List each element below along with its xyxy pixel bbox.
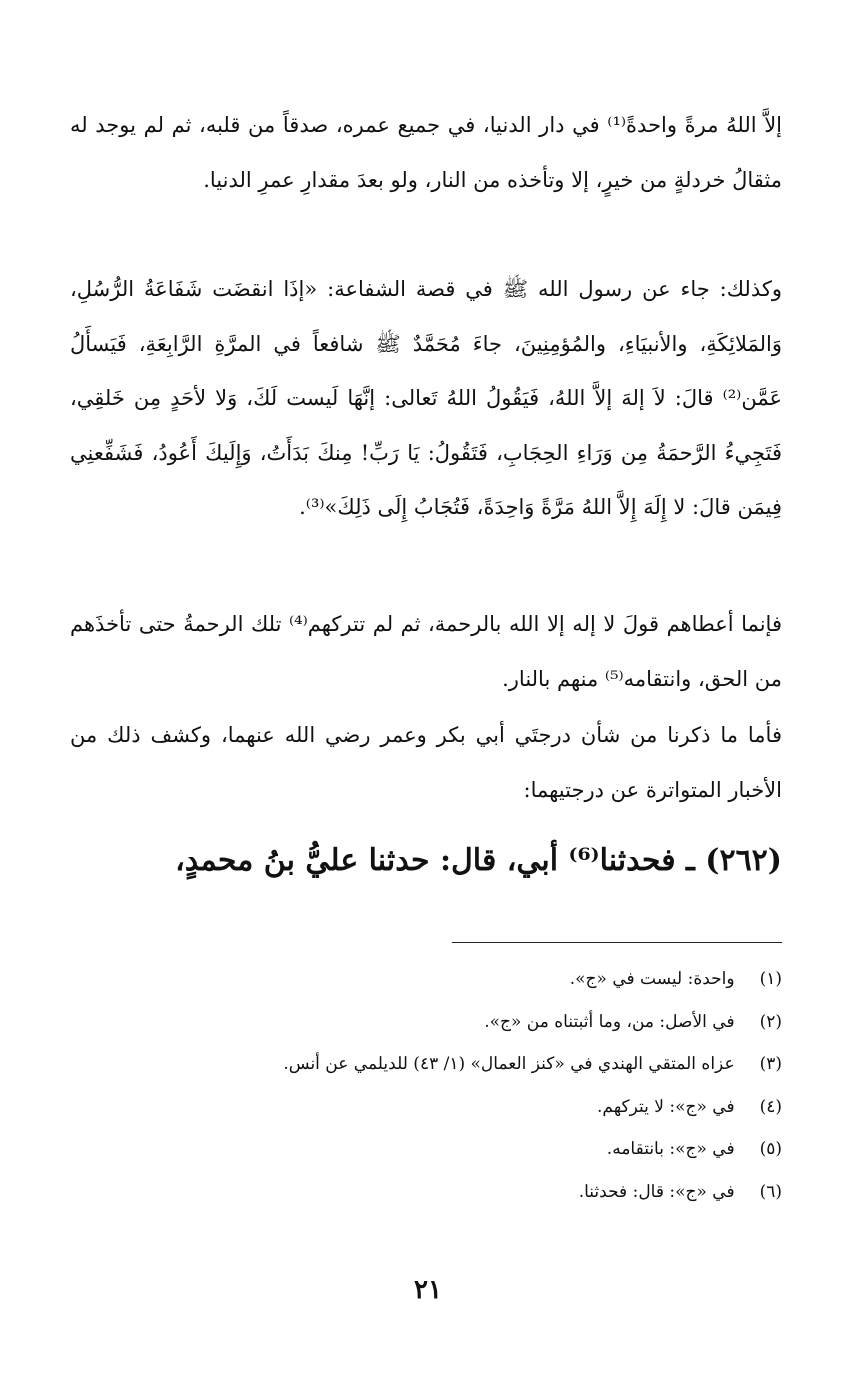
footnote-item xyxy=(70,1043,782,1086)
footnote-number: (٦) xyxy=(759,1181,782,1202)
footnote-item xyxy=(70,1001,782,1044)
paragraph-2-shafaa-hadith: وكذلك: جاء عن رسول الله ﷺ في قصة الشفاعة: «إذَا انقضَت شَفَاعَةُ الرُّسُلِ، وَالمَلائِكَةِ، والأنبيَاءِ، والمُؤمِنِينَ، جاءَ مُحَمَّدٌ ﷺ شافعاً في المرَّةِ الرَّابِعَةِ، فَيَسأَلُ عَمَّن⁽²⁾ قالَ: لاَ إلهَ إلاَّ اللهُ، فَيَقُولُ اللهُ تَعالى: إنَّهَا لَيست لَكَ، وَلا لأحَدٍ مِن خَلقِي، فَتَجِيءُ الرَّحمَةُ مِن وَرَاءِ الحِجَابِ، فَتَقُولُ: يَا رَبِّ! مِنكَ بَدَأَتُ، وَإِلَيكَ أَعُودُ، فَشَفِّعنِي فِيمَن قالَ: لا إِلَهَ إِلاَّ اللهُ مَرَّةً وَاحِدَةً، فَتُجَابُ إِلَى ذَلِكَ»⁽³⁾. xyxy=(70,277,782,519)
footnote-item xyxy=(70,1171,782,1214)
footnote-divider xyxy=(452,942,782,943)
footnote-number: (٥) xyxy=(759,1139,782,1160)
footnote-item xyxy=(70,1086,782,1129)
footnote-number: (٤) xyxy=(759,1096,782,1117)
footnote-text: في «ج»: قال: فحدثنا. xyxy=(578,1181,735,1202)
footnote-number: (٢) xyxy=(759,1011,782,1032)
footnote-item xyxy=(70,958,782,1001)
paragraph-3: فإنما أعطاهم قولَ لا إله إلا الله بالرحمة، ثم لم تتركهم⁽⁴⁾ تلك الرحمةُ حتى تأخذَهم من الحق، وانتقامه⁽⁵⁾ منهم بالنار. xyxy=(70,612,782,691)
footnote-text: في «ج»: لا يتركهم. xyxy=(597,1096,735,1117)
footnote-text: واحدة: ليست في «ج». xyxy=(569,969,735,989)
paragraph-1: إلاَّ اللهُ مرةً واحدةً⁽¹⁾ في دار الدنيا، في جميع عمره، صدقاً من قلبه، ثم لم يوجد له مثقالُ خردلةٍ من خيرٍ، إلا وتأخذه من النار، ولو بعدَ مقدارِ عمرِ الدنيا. xyxy=(70,113,783,192)
footnote-number: (١) xyxy=(759,969,782,989)
footnote-text: عزاه المتقي الهندي في «كنز العمال» (١/ ٤٣) للديلمي عن أنس. xyxy=(283,1054,735,1075)
footnote-number: (٣) xyxy=(759,1054,782,1075)
paragraph-4: فأما ما ذكرنا من شأن درجتَي أبي بكر وعمر رضي الله عنهما، وكشف ذلك من الأخبار المتواترة عن درجتيهما: xyxy=(70,723,782,802)
footnote-text: في «ج»: بانتقامه. xyxy=(606,1139,735,1160)
footnote-item xyxy=(70,1128,782,1171)
page-number: ٢١ xyxy=(414,1275,442,1305)
hadith-heading: (٢٦٢) ـ فحدثنا⁽⁶⁾ أبي، قال: حدثنا عليُّ بنُ محمدٍ، xyxy=(175,843,782,878)
footnote-text: في الأصل: من، وما أثبتناه من «ج». xyxy=(484,1011,735,1032)
footnotes-list xyxy=(70,958,782,1214)
